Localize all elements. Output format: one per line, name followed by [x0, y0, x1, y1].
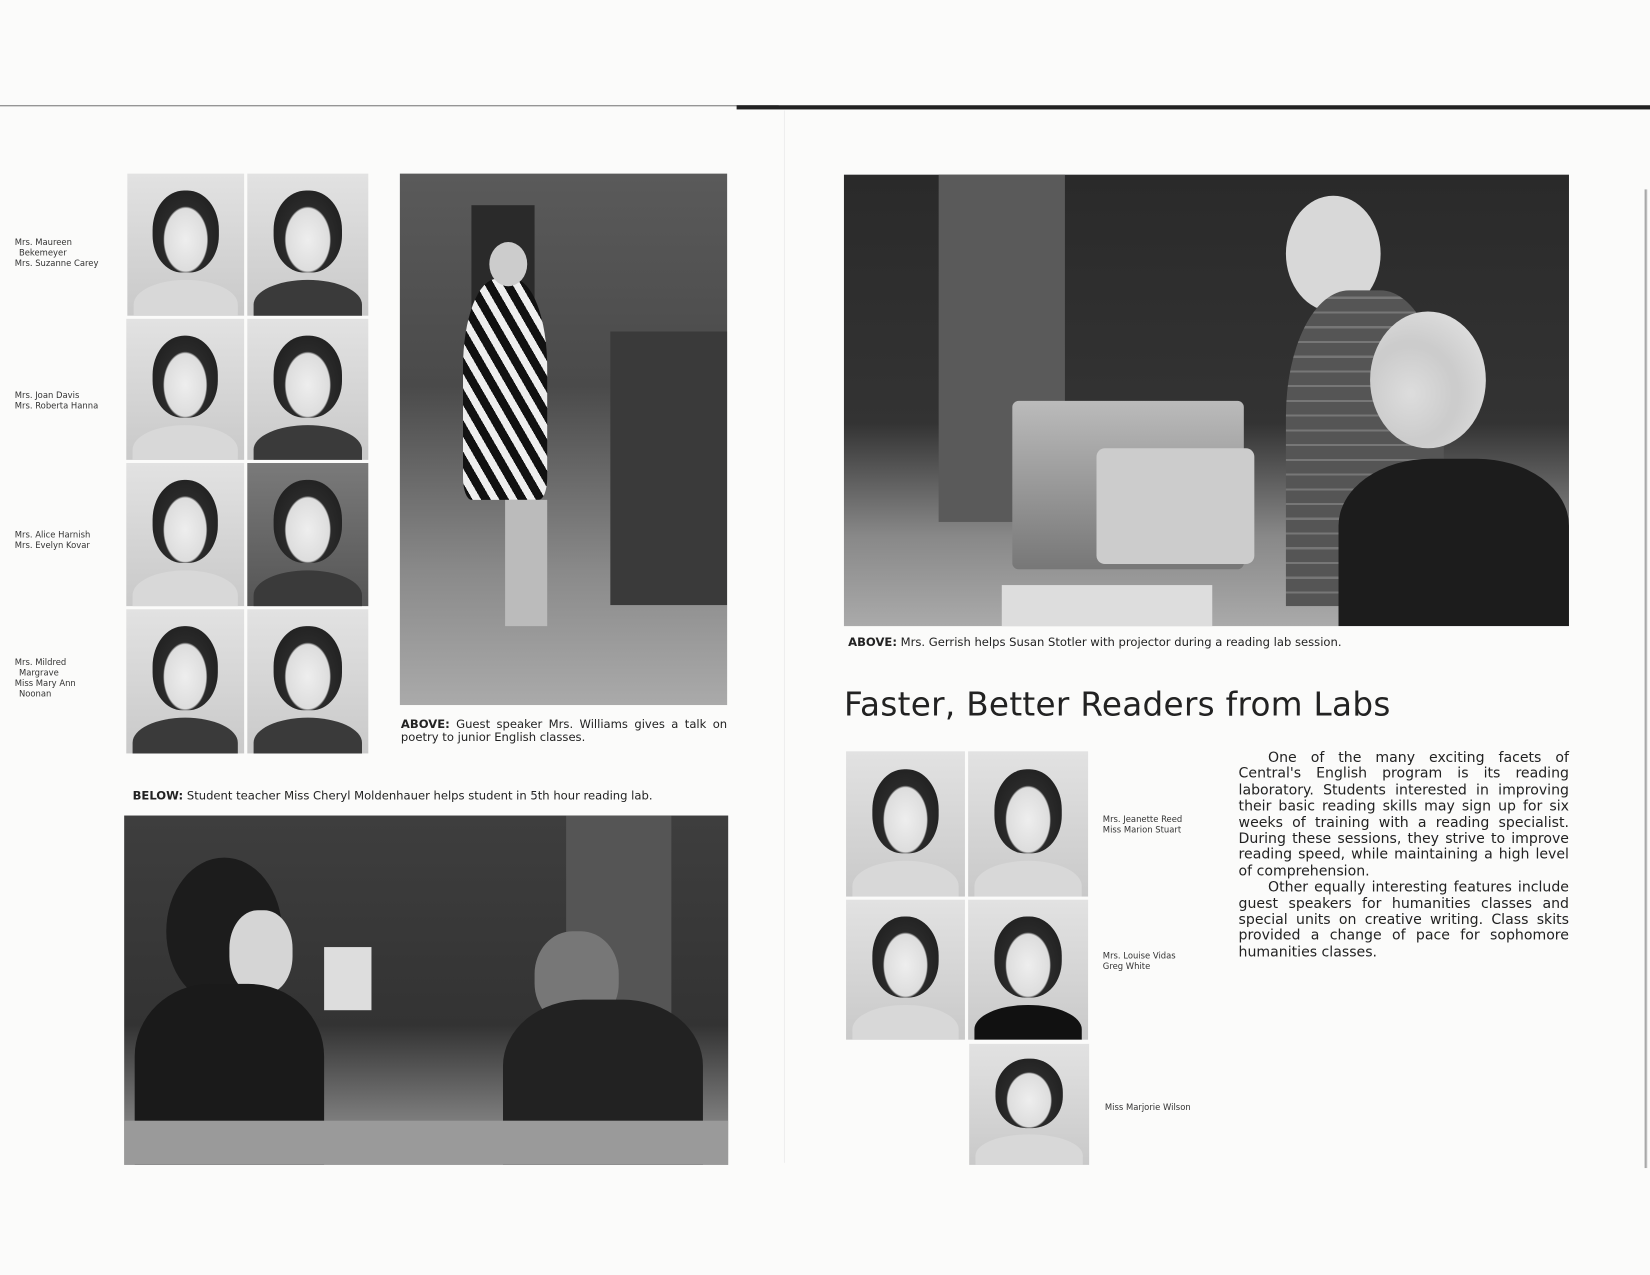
portrait-label: Mrs. Louise Vidas Greg White [1102, 951, 1176, 972]
portrait-label: Mrs. Alice Harnish Mrs. Evelyn Kovar [14, 530, 91, 551]
top-rule-right [737, 105, 1650, 109]
portrait-harnish [126, 463, 244, 606]
portrait-label: Mrs. Jeanette Reed Miss Marion Stuart [1102, 814, 1183, 835]
portrait-margrave [126, 609, 244, 753]
portrait-carey [247, 174, 368, 316]
portrait-vidas [846, 900, 965, 1040]
portrait-label: Mrs. Joan Davis Mrs. Roberta Hanna [14, 390, 99, 411]
portrait-hanna [247, 319, 368, 460]
portrait-label: Mrs. Mildred Margrave Miss Mary Ann Noonan [14, 657, 76, 699]
portrait-label: Mrs. Maureen Bekemeyer Mrs. Suzanne Carey [14, 237, 99, 269]
photo-student-teacher [124, 816, 728, 1165]
photo-reading-lab-projector [844, 175, 1569, 626]
portrait-wilson [969, 1044, 1089, 1165]
portrait-stuart [968, 751, 1088, 896]
portrait-reed [846, 751, 965, 896]
caption-guest-speaker: ABOVE: Guest speaker Mrs. Williams gives a talk on poetry to junior English classes. [400, 717, 728, 744]
portrait-davis [126, 319, 244, 460]
portrait-bekemeyer [127, 174, 244, 316]
photo-guest-speaker [400, 174, 727, 705]
caption-reading-lab-projector: ABOVE: Mrs. Gerrish helps Susan Stotler with projector during a reading lab session. [848, 635, 1342, 650]
article-paragraph: One of the many exciting facets of Central's English program is its reading laboratory. Students interested in improving their basic reading skills may sign up for six weeks of training with a reading specialist. During these sessions, they strive to improve reading speed, while maintaining a high level of comprehension. [1238, 750, 1569, 880]
caption-student-teacher: BELOW: Student teacher Miss Cheryl Moldenhauer helps student in 5th hour reading lab. [132, 789, 653, 803]
portrait-kovar [247, 463, 368, 606]
top-rule-left [0, 105, 779, 106]
page-headline: Faster, Better Readers from Labs [843, 686, 1391, 724]
portrait-label: Miss Marjorie Wilson [1104, 1102, 1191, 1113]
article-body [1239, 750, 1569, 961]
page-gutter [784, 110, 785, 1162]
portrait-white [968, 900, 1088, 1040]
portrait-noonan [247, 609, 368, 753]
scan-edge [1644, 189, 1648, 1168]
article-paragraph: Other equally interesting features include guest speakers for humanities classes and special units on creative writing. Class skits provided a change of pace for sophomore humanities classes. [1238, 879, 1569, 961]
